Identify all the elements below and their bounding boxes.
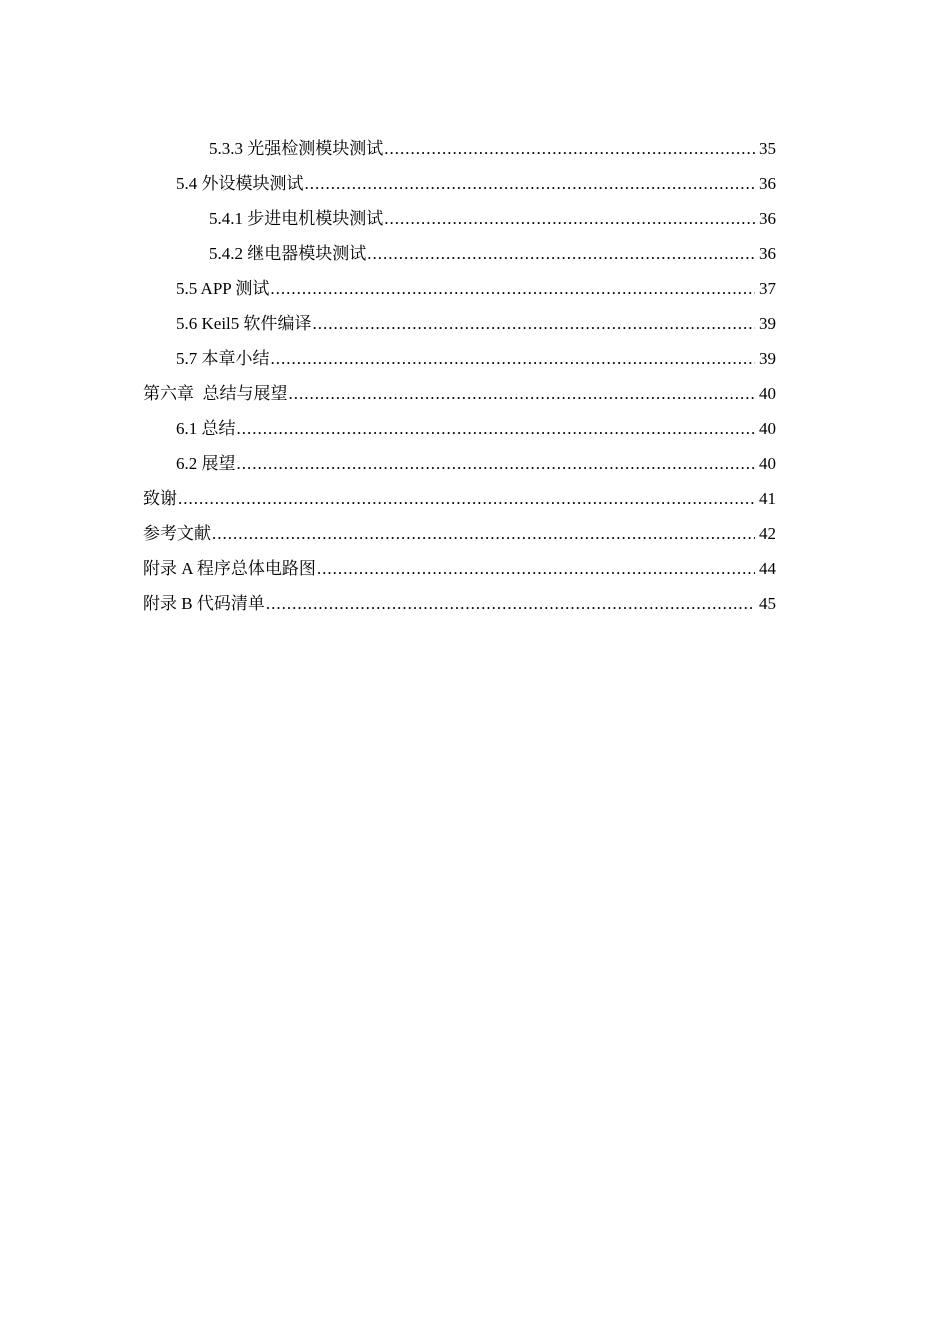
toc-entry-references[interactable] [0, 516, 950, 551]
toc-page-number: 41 [759, 489, 776, 508]
toc-dot-leader [266, 586, 755, 621]
toc-entry-5-5[interactable] [0, 271, 950, 306]
toc-entry-title: 5.4.1 步进电机模块测试 [209, 209, 384, 228]
toc-entry-5-4-1[interactable] [0, 201, 950, 236]
toc-page-number: 39 [759, 314, 776, 333]
toc-entry-title: 6.2 展望 [176, 454, 236, 473]
toc-entry-title: 附录 A 程序总体电路图 [143, 559, 316, 578]
toc-page-number: 36 [759, 244, 776, 263]
toc-entry-5-6[interactable] [0, 306, 950, 341]
toc-entry-chapter-6[interactable] [0, 376, 950, 411]
toc-entry-6-1[interactable] [0, 411, 950, 446]
toc-dot-leader [384, 131, 755, 166]
toc-page-number: 40 [759, 419, 776, 438]
toc-entry-5-4-2[interactable] [0, 236, 950, 271]
toc-entry-5-4[interactable] [0, 166, 950, 201]
toc-dot-leader [237, 446, 756, 481]
toc-entry-title: 6.1 总结 [176, 419, 236, 438]
toc-entry-appendix-a[interactable] [0, 551, 950, 586]
toc-page-number: 40 [759, 384, 776, 403]
toc-dot-leader [384, 201, 755, 236]
toc-entry-title: 致谢 [143, 489, 177, 508]
toc-dot-leader [305, 166, 756, 201]
toc-page-number: 40 [759, 454, 776, 473]
toc-page-number: 42 [759, 524, 776, 543]
toc-entry-6-2[interactable] [0, 446, 950, 481]
toc-entry-title: 5.7 本章小结 [176, 349, 270, 368]
toc-entry-title: 5.4 外设模块测试 [176, 174, 304, 193]
toc-dot-leader [313, 306, 755, 341]
toc-page-number: 36 [759, 209, 776, 228]
toc-page-number: 35 [759, 139, 776, 158]
toc-dot-leader [289, 376, 756, 411]
toc-entry-5-7[interactable] [0, 341, 950, 376]
toc-entry-title: 5.5 APP 测试 [176, 279, 270, 298]
toc-entry-appendix-b[interactable] [0, 586, 950, 621]
toc-entry-title: 参考文献 [143, 524, 211, 543]
toc-entry-5-3-3[interactable] [0, 131, 950, 166]
toc-page-number: 39 [759, 349, 776, 368]
toc-entry-title: 附录 B 代码清单 [143, 594, 265, 613]
toc-dot-leader [271, 341, 756, 376]
toc-dot-leader [317, 551, 755, 586]
toc-entry-title: 5.3.3 光强检测模块测试 [209, 139, 384, 158]
toc-dot-leader [178, 481, 755, 516]
toc-page-number: 44 [759, 559, 776, 578]
toc-entry-title: 5.4.2 继电器模块测试 [209, 244, 367, 263]
toc-page-number: 36 [759, 174, 776, 193]
toc-dot-leader [367, 236, 755, 271]
toc-dot-leader [270, 271, 755, 306]
toc-page-number: 37 [759, 279, 776, 298]
table-of-contents [0, 131, 950, 621]
toc-entry-title: 5.6 Keil5 软件编译 [176, 314, 312, 333]
toc-entry-acknowledgements[interactable] [0, 481, 950, 516]
toc-page-number: 45 [759, 594, 776, 613]
toc-entry-title: 第六章 总结与展望 [143, 384, 288, 403]
toc-dot-leader [212, 516, 755, 551]
toc-dot-leader [237, 411, 756, 446]
